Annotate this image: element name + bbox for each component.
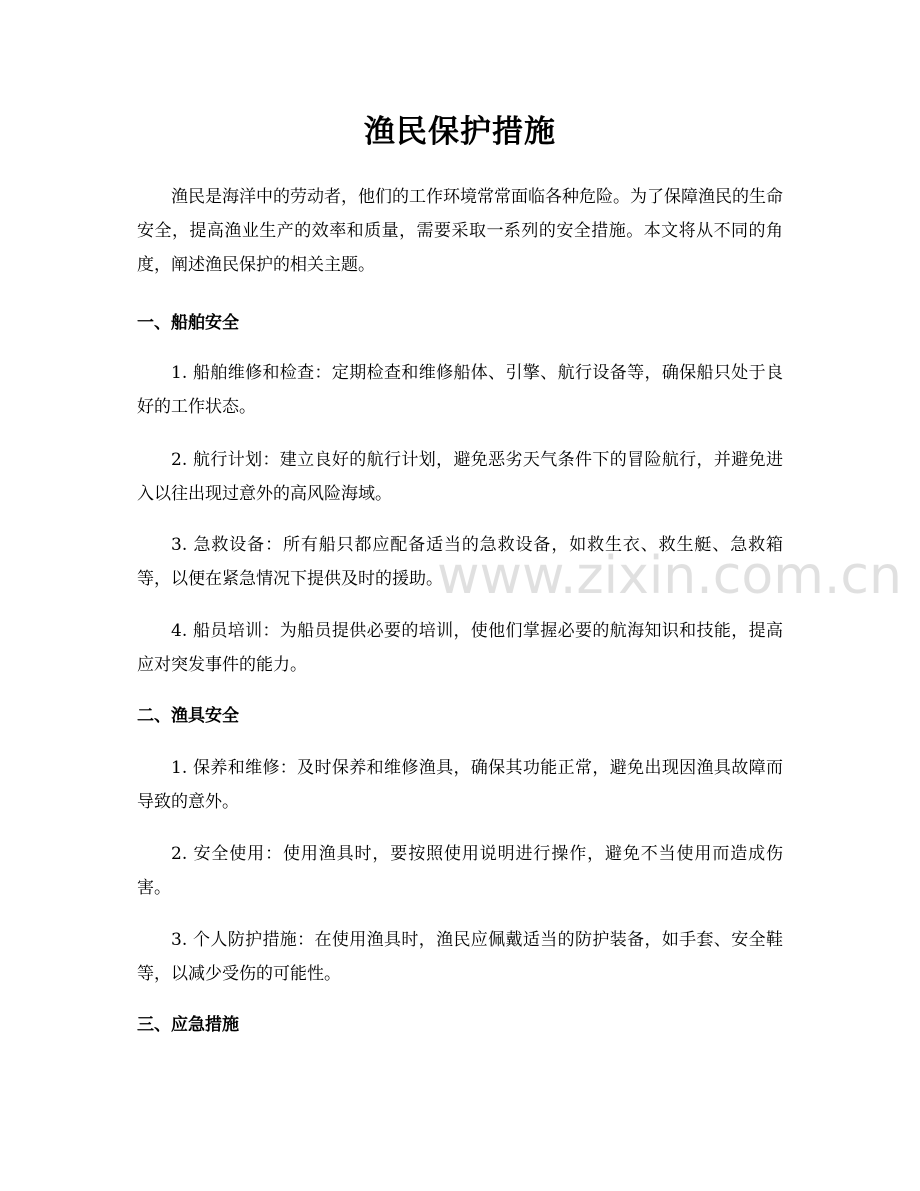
section-heading-gear-safety: 二、渔具安全: [137, 706, 239, 726]
ship-safety-item-4: 4. 船员培训：为船员提供必要的培训，使他们掌握必要的航海知识和技能，提高应对突发事件的能力。: [137, 621, 783, 675]
ship-safety-item-2: 2. 航行计划：建立良好的航行计划，避免恶劣天气条件下的冒险航行，并避免进入以往出现过意外的高风险海域。: [137, 450, 783, 504]
ship-safety-item-1: 1. 船舶维修和检查：定期检查和维修船体、引擎、航行设备等，确保船只处于良好的工作状态。: [137, 363, 783, 417]
section-heading-ship-safety: 一、船舶安全: [137, 313, 239, 333]
document-title: 渔民保护措施: [364, 114, 556, 150]
section-heading-emergency: 三、应急措施: [137, 1015, 239, 1035]
intro-paragraph: 渔民是海洋中的劳动者，他们的工作环境常常面临各种危险。为了保障渔民的生命安全，提高渔业生产的效率和质量，需要采取一系列的安全措施。本文将从不同的角度，阐述渔民保护的相关主题。: [137, 187, 783, 275]
gear-safety-item-2: 2. 安全使用：使用渔具时，要按照使用说明进行操作，避免不当使用而造成伤害。: [137, 844, 783, 898]
ship-safety-item-3: 3. 急救设备：所有船只都应配备适当的急救设备，如救生衣、救生艇、急救箱等，以便在紧急情况下提供及时的援助。: [137, 535, 783, 589]
gear-safety-item-1: 1. 保养和维修：及时保养和维修渔具，确保其功能正常，避免出现因渔具故障而导致的意外。: [137, 758, 783, 812]
watermark: www.zixin.com.cn: [437, 546, 902, 606]
gear-safety-item-3: 3. 个人防护措施：在使用渔具时，渔民应佩戴适当的防护装备，如手套、安全鞋等，以减少受伤的可能性。: [137, 930, 783, 984]
